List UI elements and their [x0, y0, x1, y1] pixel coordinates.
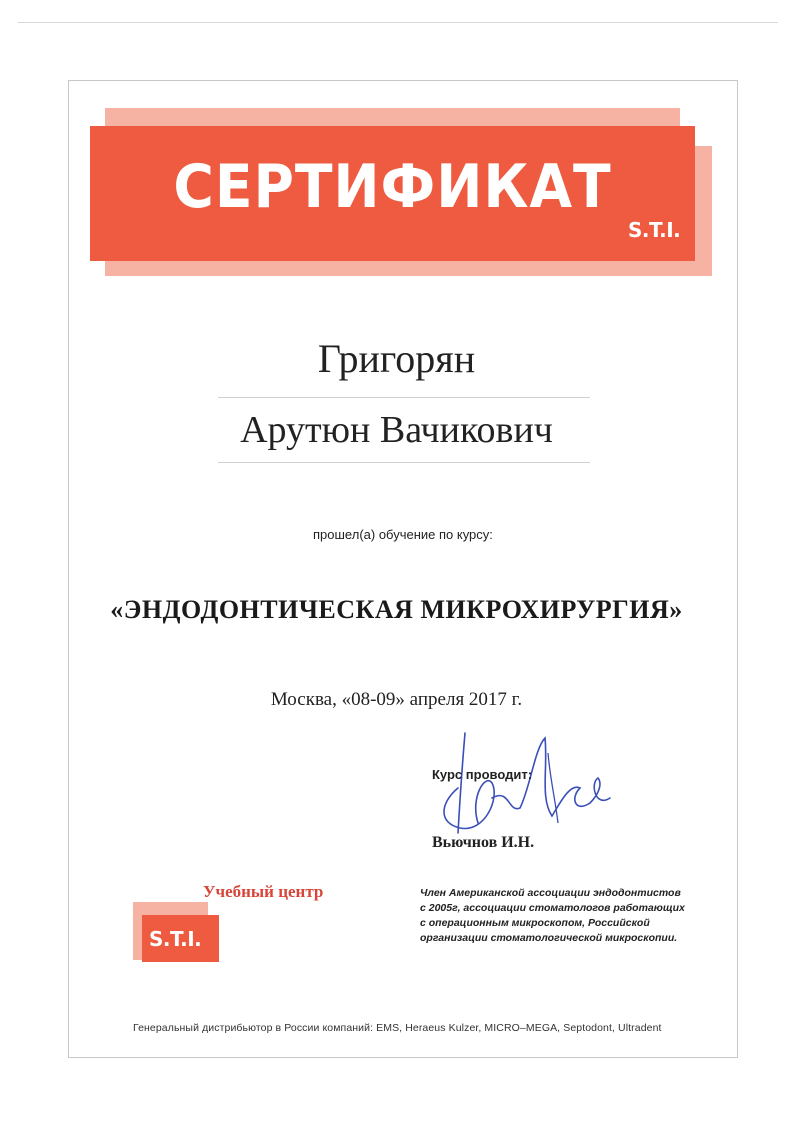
instructor-label: Курс проводит: [432, 767, 533, 782]
sti-logo [628, 218, 680, 242]
banner-shadow-top [105, 108, 680, 126]
distributor-footer: Генеральный дистрибьютор в России компаний: EMS, Heraeus Kulzer, MICRO–MEGA, Septodont, Ultradent [133, 1022, 662, 1034]
surname-rule [218, 397, 590, 398]
membership-text [420, 886, 685, 946]
signature-graphic [430, 728, 620, 848]
given-names-rule [218, 462, 590, 463]
training-center-badge [142, 915, 219, 962]
certificate-title: СЕРТИФИКАТ [173, 152, 612, 222]
membership-line: с операционным микроскопом, Российской [420, 917, 650, 929]
membership-line: Член Американской ассоциации эндодонтистов [420, 887, 681, 899]
recipient-surname: Григорян [317, 336, 476, 381]
course-title: «ЭНДОДОНТИЧЕСКАЯ МИКРОХИРУРГИЯ» [110, 595, 683, 624]
top-rule [18, 22, 778, 23]
city-date: Москва, «08-09» апреля 2017 г. [270, 689, 523, 710]
course-intro: прошел(а) обучение по курсу: [313, 527, 493, 542]
certificate-banner [90, 126, 695, 261]
membership-line: с 2005г, ассоциации стоматологов работающих [420, 902, 685, 914]
recipient-given-names: Арутюн Вачикович [240, 409, 553, 451]
sti-logo-text: S.T.I. [628, 218, 681, 242]
membership-line: организации стоматологической микроскопии. [420, 932, 678, 944]
instructor-name: Вьючнов И.Н. [432, 834, 535, 851]
training-center-label: Учебный центр [203, 882, 324, 901]
training-center-logo: S.T.I. [149, 927, 202, 951]
